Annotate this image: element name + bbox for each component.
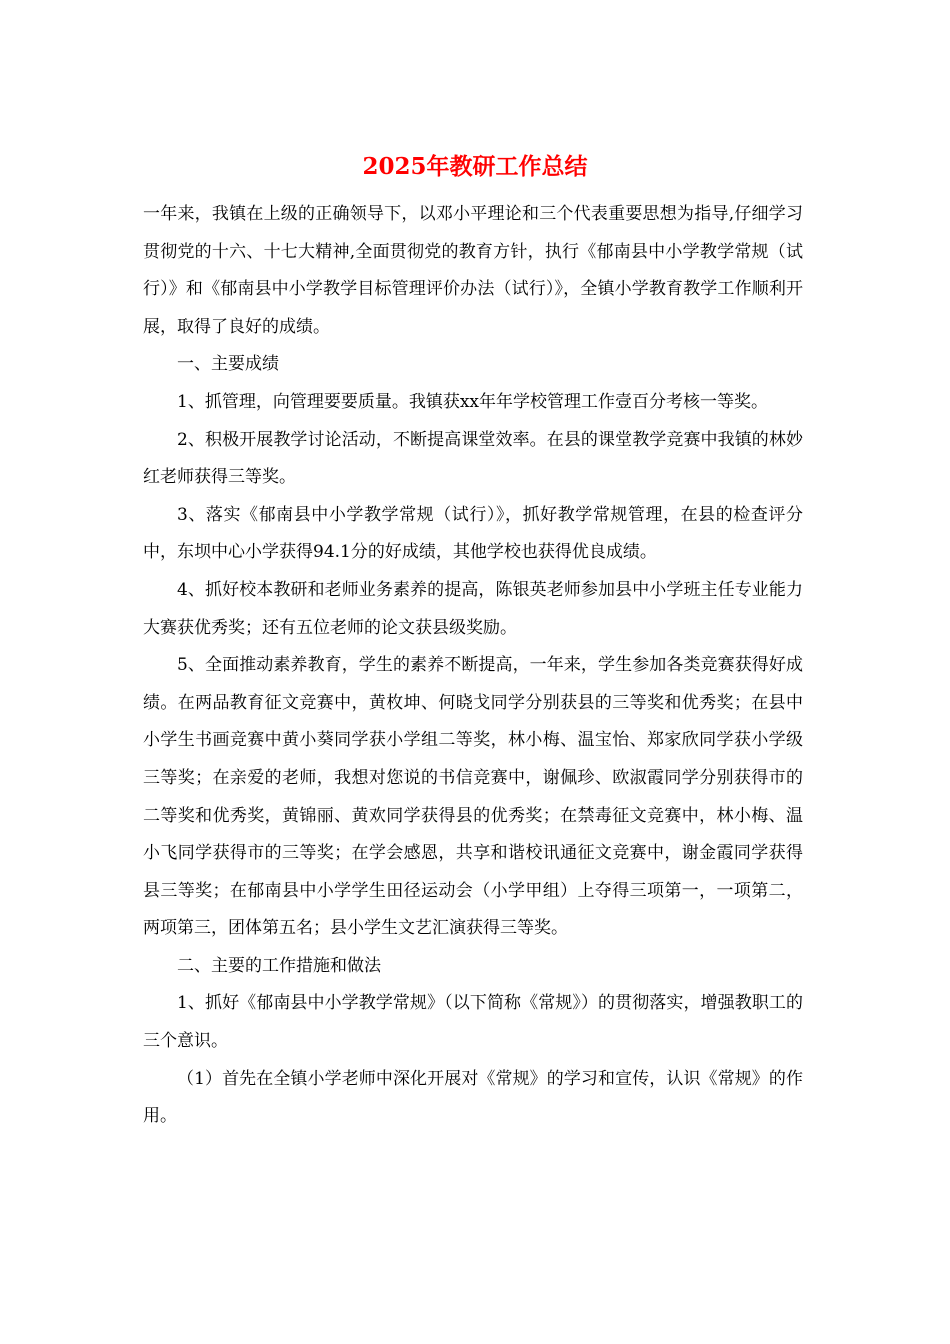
measure-item-1: 1、抓好《郁南县中小学教学常规》（以下简称《常规》）的贯彻落实，增强教职工的三个意识。	[143, 993, 803, 1052]
measure-subitem-1: （1）首先在全镇小学老师中深化开展对《常规》的学习和宣传，认识《常规》的作用。	[143, 1068, 803, 1127]
document-body	[143, 196, 803, 1136]
section-heading-achievements: 一、主要成绩	[177, 354, 279, 375]
intro-paragraph: 一年来，我镇在上级的正确领导下，以邓小平理论和三个代表重要思想为指导,仔细学习贯彻党的十六、十七大精神,全面贯彻党的教育方针，执行《郁南县中小学教学常规（试行）》和《郁南县中小学教学目标管理评价办法（试行）》，全镇小学教育教学工作顺利开展，取得了良好的成绩。	[143, 204, 803, 337]
achievement-item-3: 3、落实《郁南县中小学教学常规（试行）》，抓好教学常规管理，在县的检查评分中，东坝中心小学获得94.1分的好成绩，其他学校也获得优良成绩。	[143, 504, 803, 563]
achievement-item-2: 2、积极开展教学讨论活动，不断提高课堂效率。在县的课堂教学竞赛中我镇的林妙红老师获得三等奖。	[143, 429, 803, 488]
document-title: 2025年教研工作总结	[362, 153, 588, 180]
section-heading-measures: 二、主要的工作措施和做法	[177, 955, 381, 976]
achievement-item-1: 1、抓管理，向管理要要质量。我镇获xx年年学校管理工作壹百分考核一等奖。	[177, 391, 768, 412]
achievement-item-4: 4、抓好校本教研和老师业务素养的提高，陈银英老师参加县中小学班主任专业能力大赛获优秀奖；还有五位老师的论文获县级奖励。	[143, 579, 803, 638]
achievement-item-5: 5、全面推动素养教育，学生的素养不断提高，一年来，学生参加各类竞赛获得好成绩。在两品教育征文竞赛中，黄枚坤、何晓戈同学分别获县的三等奖和优秀奖；在县中小学生书画竞赛中黄小葵同学获小学组二等奖，林小梅、温宝怡、郑家欣同学获小学级三等奖；在亲爱的老师，我想对您说的书信竞赛中，谢佩珍、欧淑霞同学分别获得市的二等奖和优秀奖，黄锦丽、黄欢同学获得县的优秀奖；在禁毒征文竞赛中，林小梅、温小飞同学获得市的三等奖；在学会感恩，共享和谐校讯通征文竞赛中，谢金霞同学获得县三等奖；在郁南县中小学学生田径运动会（小学甲组）上夺得三项第一，一项第二，两项第三，团体第五名；县小学生文艺汇演获得三等奖。	[143, 655, 803, 939]
